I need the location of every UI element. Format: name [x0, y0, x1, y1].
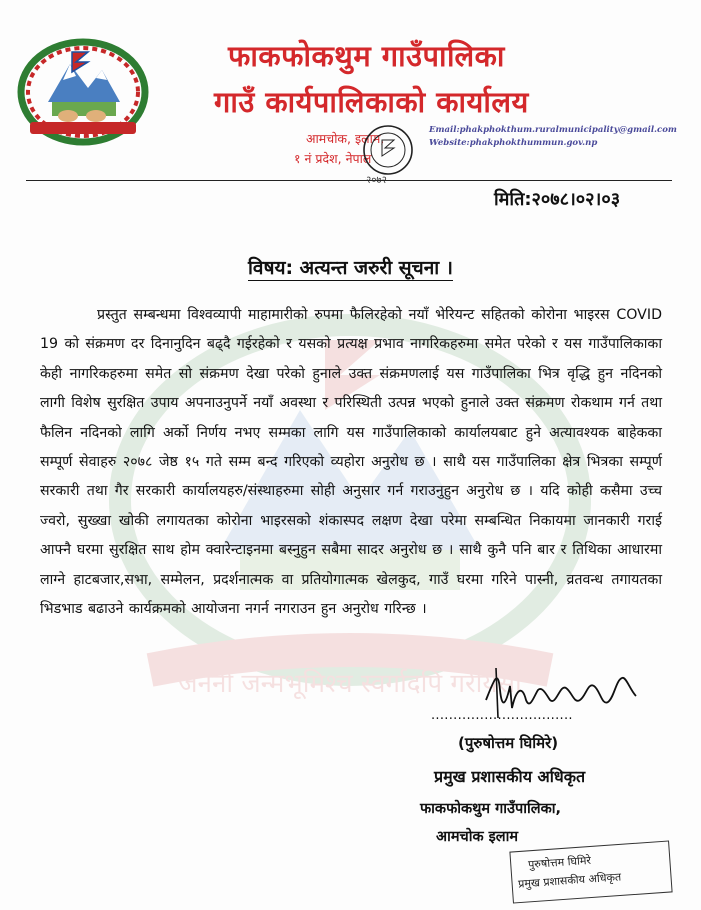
watermark-motto: जननी जन्मभूमिश्च स्वर्गादपि गरीयसी [178, 669, 522, 699]
signer-designation: प्रमुख प्रशासकीय अधिकृत [434, 767, 586, 786]
subject-heading [0, 254, 701, 280]
signature-line: ................................ [431, 708, 573, 723]
letter-date: मिति:२०७८।०२।०३ [494, 189, 621, 210]
address-line-1: आमचोक, इलाम, [306, 131, 385, 146]
signer-name: (पुरुषोत्तम घिमिरे) [458, 734, 559, 752]
municipality-title: फाकफोकथुम गाउँपालिका [228, 39, 505, 73]
contact-info [429, 124, 677, 150]
address-line-2: १ नं प्रदेश, नेपाल [294, 151, 372, 166]
signer-place: आमचोक इलाम [436, 829, 519, 845]
signer-office: फाकफोकथुम गाउँपालिका, [420, 801, 561, 817]
nepal-emblem-logo [8, 30, 158, 148]
office-round-stamp [352, 120, 424, 184]
stamp-designation: प्रमुख प्रशासकीय अधिकृत [517, 870, 622, 891]
website-text: Website:phakphokthummun.gov.np [429, 138, 598, 148]
stamp-name: पुरुषोत्तम घिमिरे [527, 853, 592, 872]
subject-text: विषय: अत्यन्त जरुरी सूचना । [247, 257, 453, 279]
notice-body: प्रस्तुत सम्बन्धमा विश्वव्यापी माहामारीको रुपमा फैलिरहेको नयाँ भेरियन्ट सहितको कोरोना भाइरस COVID 19 को संक्रमण दर दिनानुदिन बढ्दै गईरहेको र यसको प्रत्यक्ष प्रभाव नागरिकहरुमा समेत परेको र यस गाउँपालिकाका केही नागरिकहरुमा समेत सो संक्रमण देखा परेको हुनाले उक्त संक्रमणलाई यस गाउँपालिका भित्र वृद्धि हुन नदिनको लागी विशेष सुरक्षित उपाय अपनाउनुपर्ने नयाँ अवस्था र परिस्थिती उत्पन्न भएको हुनाले उक्त संक्रमण रोकथाम गर्न तथा फैलिन नदिनको लागि अर्को निर्णय नभए सम्मका लागि यस गाउँपालिकाको कार्यालयबाट हुने अत्यावश्यक बाहेकका सम्पूर्ण सेवाहरु २०७८ जेष्ठ १५ गते सम्म बन्द गरिएको व्यहोरा अनुरोध छ । साथै यस गाउँपालिका क्षेत्र भित्रका सम्पूर्ण सरकारी तथा गैर सरकारी कार्यालयहरु/संस्थाहरुमा सोही अनुसार गर्न गराउनुहुन अनुरोध छ । यदि कोही कसैमा उच्च ज्वरो, सुख्खा खोकी लगायतका कोरोना भाइरसको शंकास्पद लक्षण देखा परेमा सम्बन्धित निकायमा जानकारी गराई आफ्नै घरमा सुरक्षित साथ होम क्वारेन्टाइनमा बस्नुहुन सबैमा सादर अनुरोध छ । साथै कुनै पनि बार र तिथिका आधारमा लाग्ने हाटबजार,सभा, सम्मेलन, प्रदर्शनात्मक वा प्रतियोगात्मक खेलकुद, गाउँ घरमा गरिने पास्नी, व्रतवन्ध तगायतका भिडभाड बढाउने कार्यक्रमको आयोजना नगर्न नगराउन हुन अनुरोध गरिन्छ । [40, 307, 662, 618]
header-divider [26, 180, 672, 181]
email-text: Email:phakphokthum.ruralmunicipality@gmail.com [429, 125, 677, 135]
office-title: गाउँ कार्यपालिकाको कार्यालय [214, 85, 529, 119]
stamp-year [366, 172, 387, 186]
